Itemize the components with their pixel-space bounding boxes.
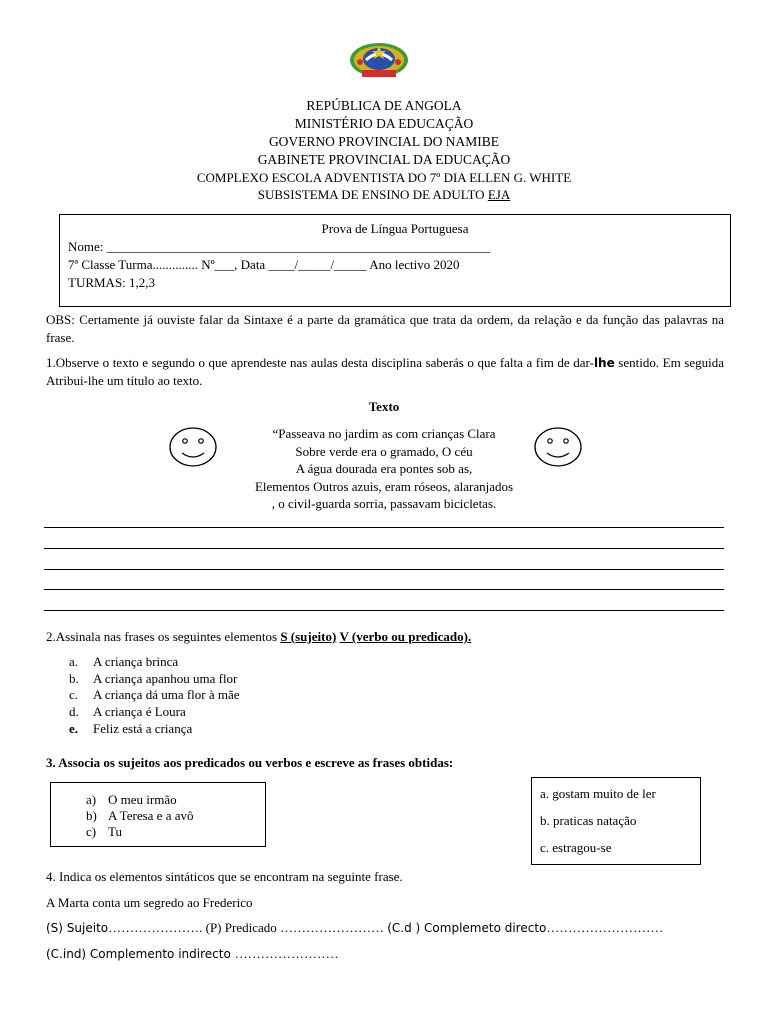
- poem: [0, 425, 768, 513]
- poem-line: A água dourada era pontes sob as,: [295, 461, 473, 476]
- list-item: e. Feliz está a criança: [69, 721, 193, 736]
- list-item: c. estragou-se: [540, 840, 612, 855]
- obs-paragraph: OBS: Certamente já ouviste falar da Sintaxe é a parte da gramática que trata da ordem, da relação e da função das palavras na frase.: [46, 312, 724, 345]
- subject-blank[interactable]: ………………….: [108, 920, 203, 935]
- answer-line[interactable]: [44, 548, 724, 549]
- texto-title: Texto: [368, 399, 400, 414]
- list-item: c) Tu: [86, 824, 122, 839]
- list-item: a. gostam muito de ler: [540, 786, 656, 801]
- poem-line: Elementos Outros azuis, eram róseos, alaranjados: [254, 478, 514, 494]
- answer-line[interactable]: [44, 527, 724, 528]
- list-item: d. A criança é Loura: [69, 704, 186, 719]
- list-item: a) O meu irmão: [86, 792, 177, 807]
- question-1-bold: lhe: [593, 356, 615, 370]
- turmas-label: TURMAS: 1,2,3: [68, 275, 156, 290]
- name-field[interactable]: Nome: ___________________________________________________________: [68, 239, 491, 254]
- header-republic: REPÚBLICA DE ANGOLA: [306, 98, 462, 113]
- poem-line: “Passeava no jardim as com crianças Clara: [272, 426, 496, 441]
- class-field[interactable]: 7ª Classe Turma.............. Nº___, Data ____/_____/_____ Ano lectivo 2020: [68, 257, 460, 272]
- exam-title: Prova de Língua Portuguesa: [321, 221, 469, 236]
- predicates-box: [531, 777, 701, 865]
- answer-line[interactable]: [44, 610, 724, 611]
- subject-label: (S) Sujeito: [46, 921, 109, 935]
- indirect-object-label: (C.ind) Complemento indirecto: [46, 947, 235, 961]
- list-item: a. A criança brinca: [69, 654, 179, 669]
- header-government: GOVERNO PROVINCIAL DO NAMIBE: [268, 134, 500, 149]
- poem-line: , o civil-guarda sorria, passavam bicicletas.: [271, 496, 497, 511]
- list-item: b. praticas natação: [540, 813, 637, 828]
- direct-object-label: (C.d ) Complemeto directo: [387, 921, 547, 935]
- list-item: c. A criança dá uma flor à mãe: [69, 687, 240, 702]
- question-4-row-2: [46, 946, 339, 962]
- question-1-text-b: sentido. Em seguida Atribui-lhe um título ao texto.: [46, 355, 724, 388]
- question-2-subject-label: S (sujeito): [280, 629, 337, 644]
- header-cabinet: GABINETE PROVINCIAL DA EDUCAÇÃO: [257, 152, 511, 167]
- question-1-text-a: 1.Observe o texto e segundo o que aprendeste nas aulas desta disciplina saberás o que falta a fim de dar-: [46, 355, 594, 370]
- student-info-box: [59, 214, 731, 307]
- list-item: b. A criança apanhou uma flor: [69, 671, 238, 686]
- answer-line[interactable]: [44, 569, 724, 570]
- question-4-row-1: [46, 920, 663, 936]
- answer-line[interactable]: [44, 589, 724, 590]
- question-2: [46, 629, 471, 645]
- header-subsystem-text: SUBSISTEMA DE ENSINO DE ADULTO: [257, 187, 488, 202]
- header-school: COMPLEXO ESCOLA ADVENTISTA DO 7º DIA ELLEN G. WHITE: [196, 170, 572, 185]
- header-subsystem: [0, 186, 768, 204]
- question-2-text: 2.Assinala nas frases os seguintes elementos: [46, 629, 281, 644]
- predicate-blank[interactable]: ……………………: [280, 920, 388, 935]
- question-1: [46, 354, 724, 390]
- header-subsystem-eja: EJA: [487, 187, 511, 202]
- angola-emblem: [348, 40, 410, 82]
- indirect-object-blank[interactable]: ……………………: [234, 946, 339, 961]
- direct-object-blank[interactable]: ………………………: [546, 920, 664, 935]
- header-ministry: MINISTÉRIO DA EDUCAÇÃO: [294, 116, 474, 131]
- poem-line: Sobre verde era o gramado, O céu: [295, 443, 473, 459]
- subjects-box: [50, 782, 266, 847]
- list-item: b) A Teresa e a avô: [86, 808, 194, 823]
- question-4-sentence: A Marta conta um segredo ao Frederico: [46, 895, 253, 910]
- question-4-title: 4. Indica os elementos sintáticos que se encontram na seguinte frase.: [46, 869, 403, 884]
- predicate-label: (P) Predicado: [202, 920, 280, 935]
- question-3-title: 3. Associa os sujeitos aos predicados ou verbos e escreve as frases obtidas:: [46, 755, 454, 770]
- question-2-verb-label: V (verbo ou predicado).: [339, 629, 472, 644]
